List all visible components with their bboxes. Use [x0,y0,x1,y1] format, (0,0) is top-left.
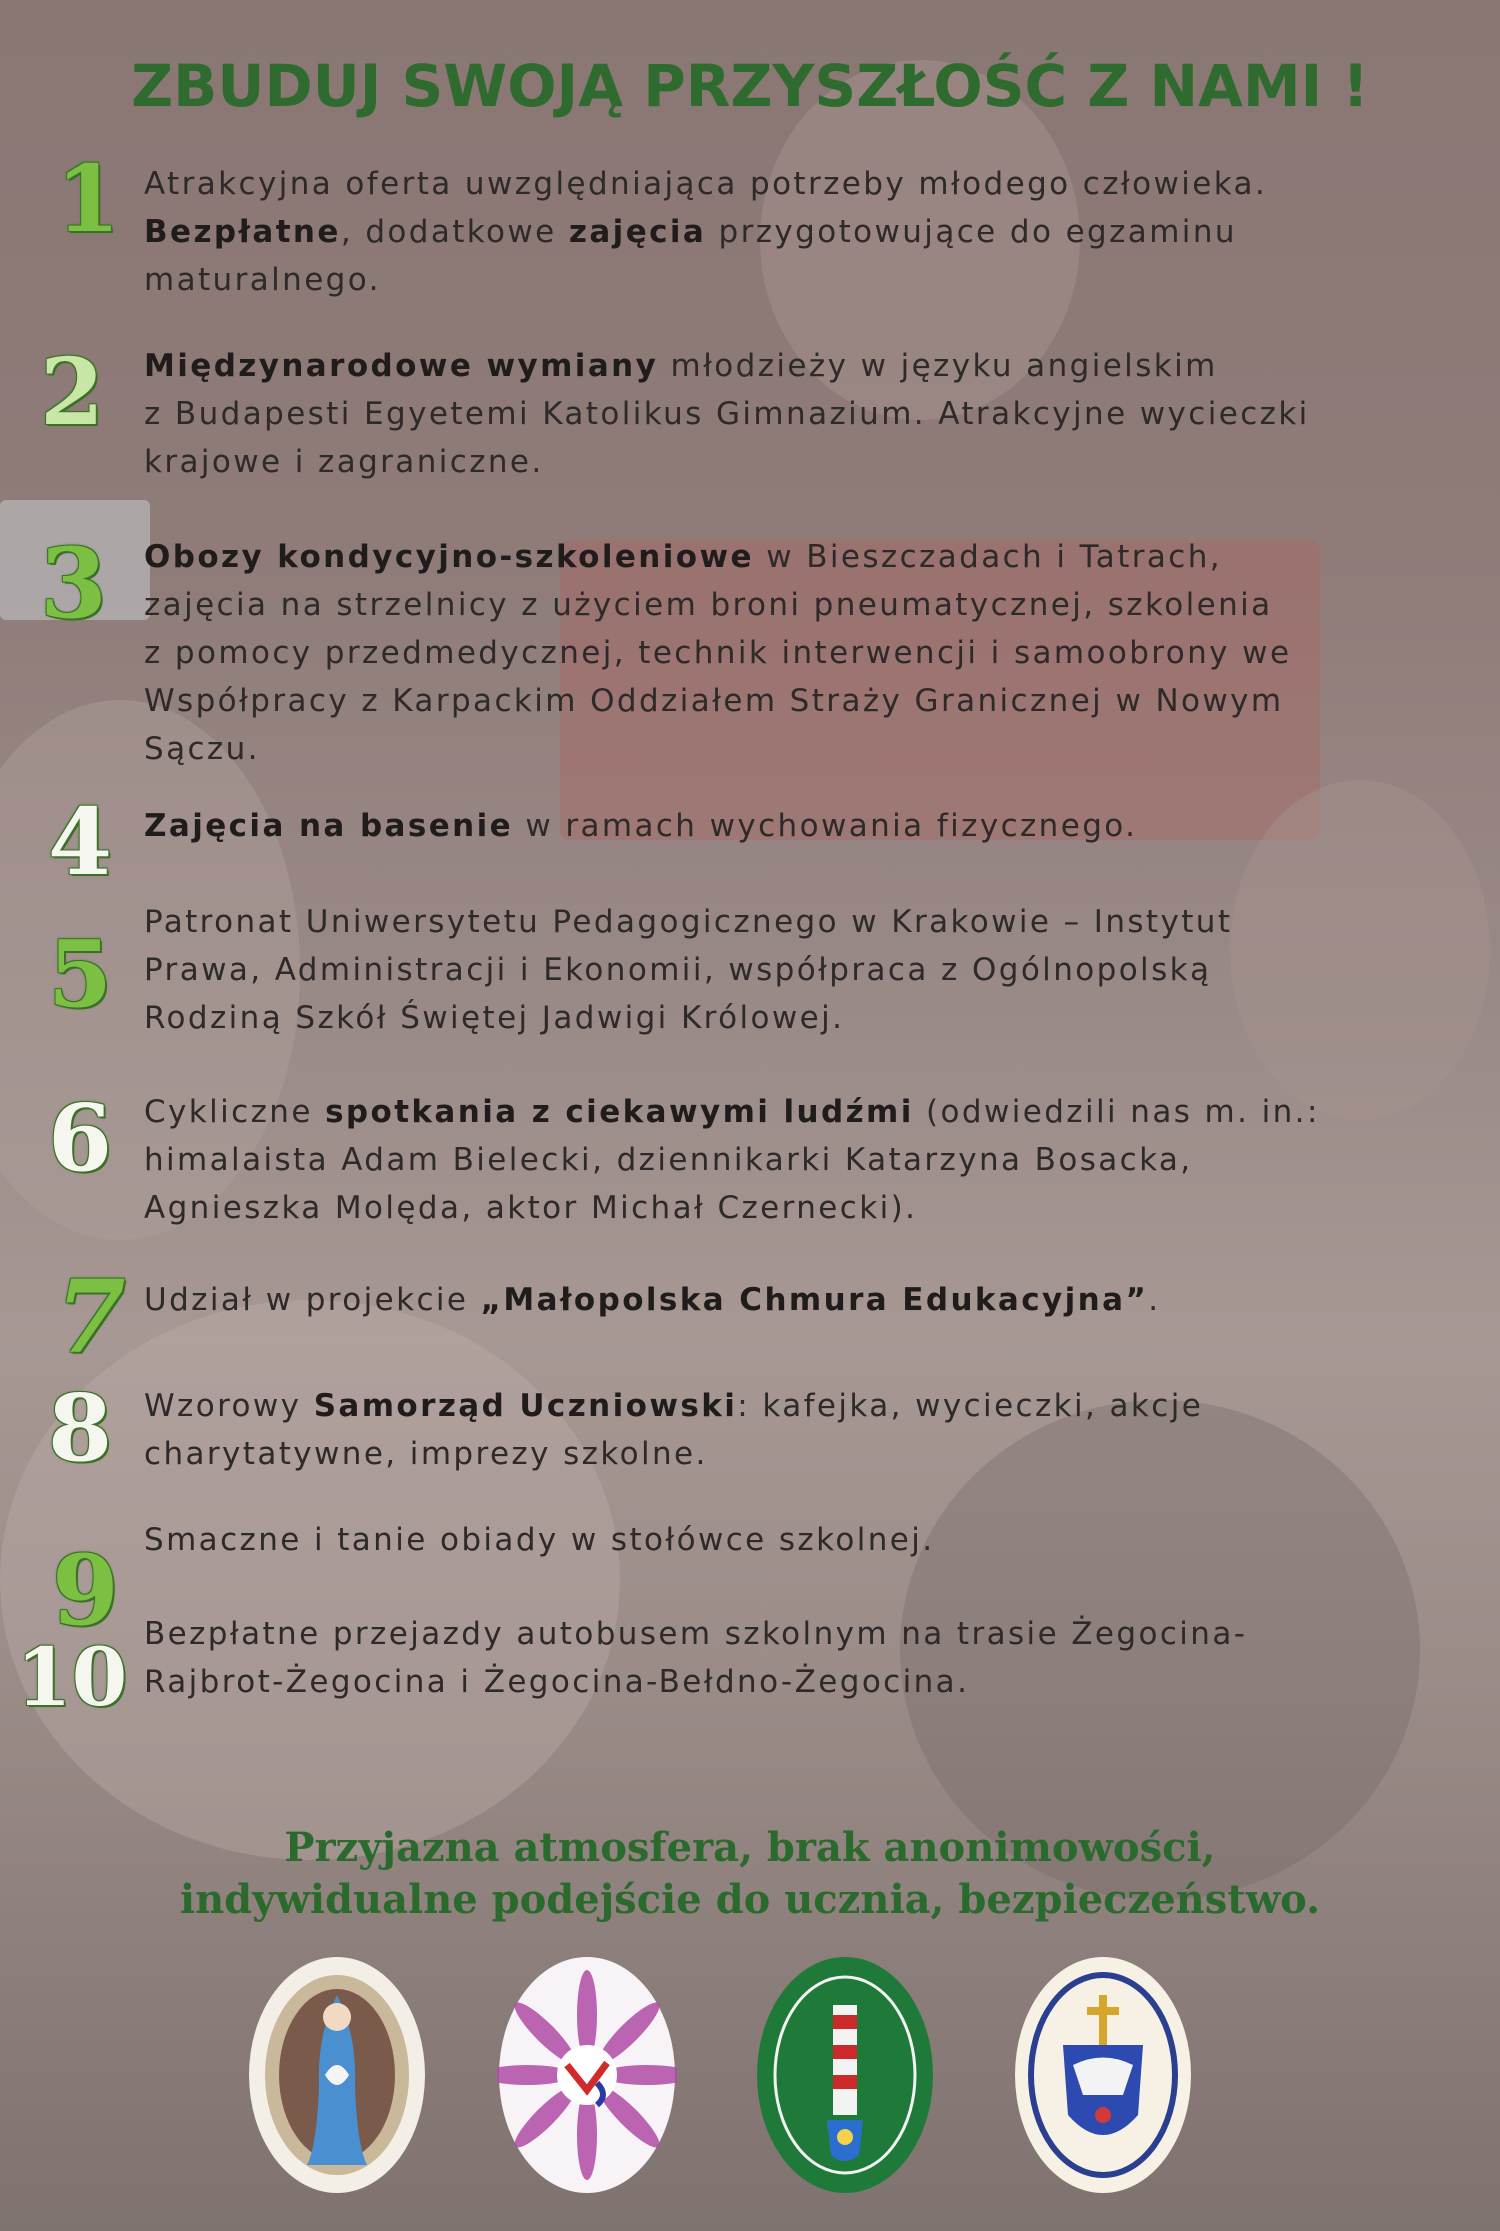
motto-line: indywidualne podejście do ucznia, bezpieczeństwo. [179,1876,1321,1923]
text-line [144,1276,1474,1324]
item-text [144,1276,1474,1324]
motto [0,1822,1500,1926]
item-text [144,160,1474,304]
bold-text: spotkania z ciekawymi ludźmi [325,1094,914,1130]
text-line: Smaczne i tanie obiady w stołówce szkolnej. [144,1522,935,1558]
text-line: Bezpłatne przejazdy autobusem szkolnym na trasie Żegocina- [144,1616,1248,1652]
text-line: Rajbrot-Żegocina i Żegocina-Bełdno-Żegocina. [144,1664,970,1700]
text-line: Współpracy z Karpackim Oddziałem Straży Granicznej w Nowym [144,683,1284,719]
item-number: 6 [48,1084,113,1192]
bold-text: Samorząd Uczniowski [313,1388,738,1424]
text-span: przygotowujące do egzaminu [706,214,1237,250]
item-number: 4 [48,788,113,896]
item-number: 1 [56,145,121,253]
text-line: Patronat Uniwersytetu Pedagogicznego w Krakowie – Instytut [144,904,1233,940]
item-text [144,1382,1474,1478]
item-number: 3 [40,527,107,640]
text-line: z Budapesti Egyetemi Katolikus Gimnazium. Atrakcyjne wycieczki [144,396,1310,432]
text-span: w ramach wychowania fizycznego. [513,808,1138,844]
item-text [144,1088,1474,1232]
text-line: zajęcia na strzelnicy z użyciem broni pneumatycznej, szkolenia [144,587,1273,623]
bold-text: Obozy kondycyjno-szkoleniowe [144,539,754,575]
flower-emblem-logo [497,1955,677,2195]
text-span: w Bieszczadach i Tatrach, [753,539,1223,575]
text-line: Rodziną Szkół Świętej Jadwigi Królowej. [144,1000,845,1036]
text-line [144,1088,1474,1136]
text-line: krajowe i zagraniczne. [144,444,544,480]
text-line: Prawa, Administracji i Ekonomii, współpraca z Ogólnopolską [144,952,1212,988]
text-span: , dodatkowe [340,214,569,250]
item-number: 9 [52,1534,119,1647]
text-line: maturalnego. [144,262,381,298]
text-line [144,1382,1474,1430]
text-line [144,533,1474,581]
text-span: Udział w projekcie [144,1282,481,1318]
border-guard-logo [755,1955,935,2195]
text-line: z pomocy przedmedycznej, technik interwencji i samoobrony we [144,635,1292,671]
bold-text: „Małopolska Chmura Edukacyjna” [480,1282,1149,1318]
text-line: Sączu. [144,731,260,767]
budapest-gymnasium-logo [1013,1955,1193,2195]
item-number: 2 [40,338,105,446]
text-span: młodzieży w języku angielskim [658,348,1218,384]
item-text [144,802,1474,850]
item-number: 7 [56,1258,126,1376]
text-span: . [1148,1282,1161,1318]
text-line [144,342,1474,390]
text-line [144,802,1474,850]
item-text [144,533,1474,773]
text-span: (odwiedzili nas m. in.: [913,1094,1320,1130]
item-text [144,1610,1474,1706]
item-text [144,898,1474,1042]
text-line: Agnieszka Molęda, aktor Michał Czernecki). [144,1190,918,1226]
bold-text: zajęcia [568,214,707,250]
text-span: Cykliczne [144,1094,326,1130]
text-line: charytatywne, imprezy szkolne. [144,1436,708,1472]
text-span: : kafejka, wycieczki, akcje [737,1388,1204,1424]
bold-text: Zajęcia na basenie [144,808,514,844]
item-text [144,342,1474,486]
text-span: Wzorowy [144,1388,314,1424]
page-title: ZBUDUJ SWOJĄ PRZYSZŁOŚĆ Z NAMI ! [131,52,1369,120]
bold-text: Międzynarodowe wymiany [144,348,659,384]
motto-line: Przyjazna atmosfera, brak anonimowości, [284,1824,1216,1871]
text-line: himalaista Adam Bielecki, dziennikarki Katarzyna Bosacka, [144,1142,1193,1178]
item-number: 10 [16,1630,128,1724]
text-line [144,208,1474,256]
item-number: 8 [48,1374,113,1482]
text-line: Atrakcyjna oferta uwzględniająca potrzeby młodego człowieka. [144,166,1268,202]
item-number: 5 [48,920,113,1028]
bold-text: Bezpłatne [144,214,341,250]
item-text [144,1516,1474,1564]
school-crest-logo [247,1955,427,2195]
